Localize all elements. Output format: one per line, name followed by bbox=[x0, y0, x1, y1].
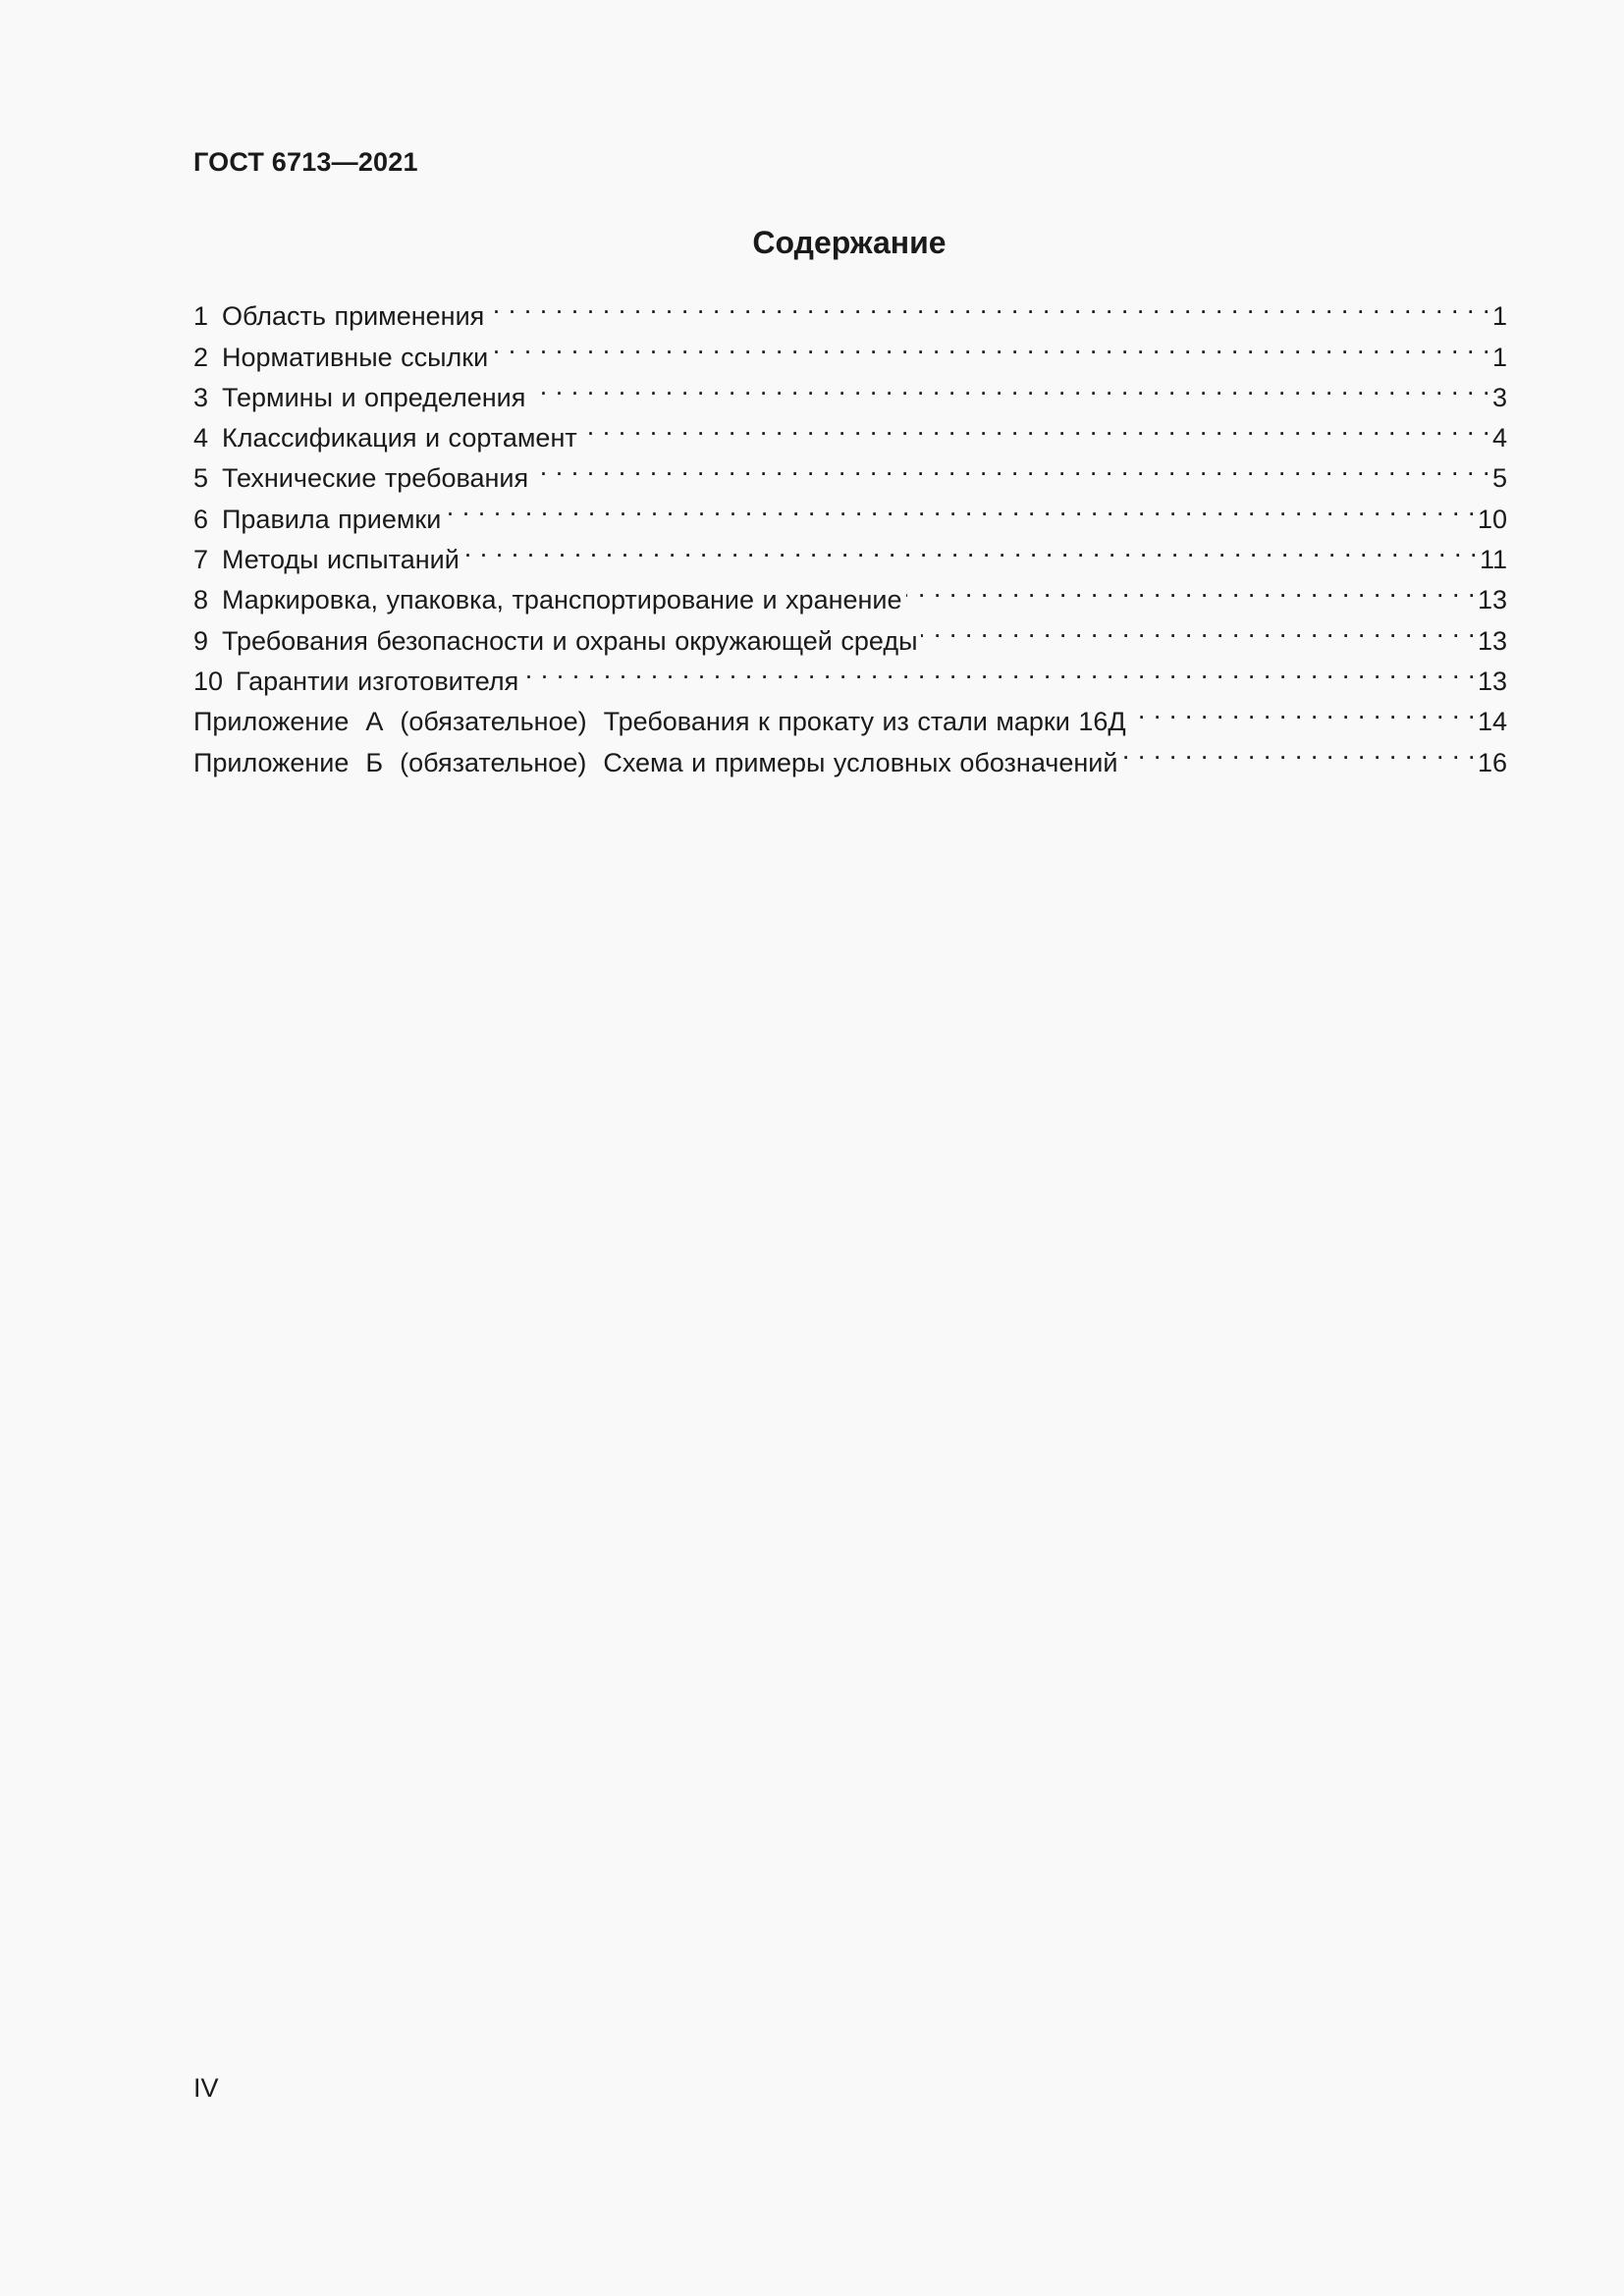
toc-entry-page: 1 bbox=[1491, 342, 1507, 372]
page-number: IV bbox=[193, 2073, 219, 2103]
toc-entry-title: Термины и определения bbox=[222, 382, 526, 412]
dot-leader bbox=[445, 487, 1476, 527]
dot-leader bbox=[529, 366, 1490, 406]
dot-leader bbox=[906, 568, 1476, 609]
toc-entry-number: 9 bbox=[193, 625, 209, 656]
toc-title: Содержание bbox=[752, 225, 947, 260]
toc-entry-title: Приложение А (обязательное) Требования к прокату из стали марки 16Д bbox=[193, 707, 1126, 737]
toc-entry-title: Маркировка, упаковка, транспортирование и хранение bbox=[222, 585, 902, 615]
toc-entry-number: 3 bbox=[193, 382, 209, 412]
dot-leader bbox=[532, 447, 1490, 487]
toc-entry-number: 7 bbox=[193, 545, 209, 575]
dot-leader bbox=[522, 650, 1476, 690]
toc-entry-number: 4 bbox=[193, 423, 209, 454]
dot-leader bbox=[492, 325, 1490, 365]
dot-leader bbox=[921, 609, 1475, 649]
toc-entry-number: 8 bbox=[193, 585, 209, 615]
toc-entry-page: 16 bbox=[1477, 747, 1507, 777]
toc-entry-page: 13 bbox=[1477, 666, 1507, 696]
dot-leader bbox=[463, 528, 1478, 568]
dot-leader bbox=[1130, 690, 1476, 730]
toc-entry-title: Гарантии изготовителя bbox=[236, 666, 519, 696]
toc-entry-title: Правила приемки bbox=[222, 504, 442, 534]
toc-entry-page: 1 bbox=[1491, 301, 1507, 332]
toc-entry-page: 14 bbox=[1477, 707, 1507, 737]
dot-leader bbox=[1121, 730, 1476, 771]
toc-entry-title: Требования безопасности и охраны окружающей среды bbox=[222, 625, 918, 656]
toc-entry-number: 6 bbox=[193, 504, 209, 534]
toc-entry-page: 4 bbox=[1491, 423, 1507, 454]
toc-entry-page: 13 bbox=[1477, 585, 1507, 615]
toc-entry-number: 2 bbox=[193, 342, 209, 372]
dot-leader bbox=[488, 285, 1490, 325]
toc-entry-title: Классификация и сортамент bbox=[222, 423, 577, 454]
toc-entry-title: Нормативные ссылки bbox=[222, 342, 489, 372]
toc-entry-title: Методы испытаний bbox=[222, 545, 460, 575]
toc-entry-page: 3 bbox=[1491, 382, 1507, 412]
toc-entry-page: 11 bbox=[1479, 545, 1507, 575]
dot-leader bbox=[581, 406, 1490, 447]
toc-entry-page: 13 bbox=[1477, 625, 1507, 656]
toc-entry-page: 5 bbox=[1491, 463, 1507, 494]
toc-entry-number: 1 bbox=[193, 301, 209, 332]
document-id: ГОСТ 6713—2021 bbox=[193, 147, 418, 177]
toc-entry-title: Приложение Б (обязательное) Схема и примеры условных обозначений bbox=[193, 747, 1118, 777]
toc-entry-title: Область применения bbox=[222, 301, 485, 332]
toc-entry[interactable] bbox=[193, 285, 1507, 332]
toc-entry-title: Технические требования bbox=[222, 463, 529, 494]
toc-entry-number: 10 bbox=[193, 666, 224, 696]
toc-entry-number: 5 bbox=[193, 463, 209, 494]
toc-entry-page: 10 bbox=[1477, 504, 1507, 534]
table-of-contents bbox=[193, 285, 1507, 777]
